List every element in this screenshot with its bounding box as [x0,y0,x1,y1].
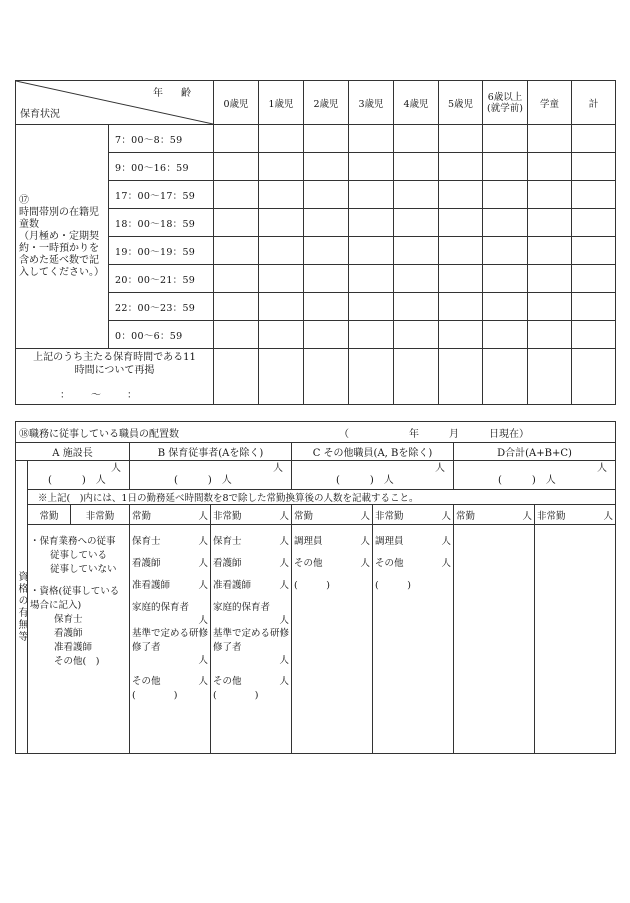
header-row [16,81,616,125]
input-cell[interactable] [214,349,259,405]
input-cell[interactable] [528,237,572,265]
table-row [16,125,616,153]
input-cell[interactable] [259,321,304,349]
input-cell[interactable] [304,153,349,181]
count-c[interactable]: 人 ( ) 人 [292,461,454,490]
input-cell[interactable] [439,321,483,349]
input-cell[interactable] [394,293,439,321]
input-cell[interactable] [259,209,304,237]
enrollment-by-time-table [15,80,616,405]
input-cell[interactable] [394,181,439,209]
age-col-4: 4歳児 [394,81,439,125]
age-col-total: 計 [572,81,616,125]
input-cell[interactable] [572,293,616,321]
count-row [16,461,616,490]
input-cell[interactable] [394,209,439,237]
input-cell[interactable] [572,265,616,293]
note-row [16,490,616,505]
a-parttime-label: 非常勤 [71,505,130,525]
input-cell[interactable] [259,181,304,209]
category-a: A 施設長 [16,443,130,461]
input-cell[interactable] [483,265,528,293]
input-cell[interactable] [394,349,439,405]
input-cell[interactable] [304,237,349,265]
input-cell[interactable] [349,237,394,265]
b-fulltime-cell[interactable]: 保育士 人 看護師 人 准看護師 人 家庭的保育者 人 基準で定める研修修了者 人 その他 人 ( ) [130,525,211,754]
a-fulltime-label: 常勤 [28,505,71,525]
b-parttime-label: 非常勤 人 [211,505,292,525]
category-row [16,443,616,461]
age-col-school: 学童 [528,81,572,125]
input-cell[interactable] [349,321,394,349]
input-cell[interactable] [304,293,349,321]
input-cell[interactable] [572,237,616,265]
input-cell[interactable] [304,349,349,405]
input-cell[interactable] [528,265,572,293]
input-cell[interactable] [304,321,349,349]
input-cell[interactable] [214,209,259,237]
input-cell[interactable] [439,265,483,293]
time-slot: 17：00～17：59 [109,181,214,209]
summary-label: 上記のうち主たる保育時間である11 時間について再掲 ： 〜 ： [16,349,214,405]
input-cell[interactable] [572,181,616,209]
b-parttime-cell[interactable]: 保育士 人 看護師 人 准看護師 人 家庭的保育者 人 基準で定める研修修了者 人 その他 人 ( ) [211,525,292,754]
input-cell[interactable] [259,265,304,293]
header-age-label: 年 齢 [153,88,195,99]
staff-placement-table [15,421,616,754]
d-fulltime-label: 常勤 人 [454,505,535,525]
time-slot: 9：00～16：59 [109,153,214,181]
input-cell[interactable] [439,237,483,265]
time-slot: 7：00～8：59 [109,125,214,153]
input-cell[interactable] [528,349,572,405]
input-cell[interactable] [394,265,439,293]
input-cell[interactable] [483,181,528,209]
input-cell[interactable] [572,209,616,237]
time-slot: 22：00～23：59 [109,293,214,321]
input-cell[interactable] [394,153,439,181]
input-cell[interactable] [572,349,616,405]
input-cell[interactable] [483,237,528,265]
a-item: ・資格(従事している場合に記入) [30,586,120,611]
input-cell[interactable] [439,293,483,321]
input-cell[interactable] [528,153,572,181]
c-fulltime-label: 常勤 人 [292,505,373,525]
category-d: D合計(A+B+C) [454,443,616,461]
c-fulltime-cell[interactable]: 調理員 人 その他 人 ( ) [292,525,373,754]
b-fulltime-label: 常勤 人 [130,505,211,525]
a-item[interactable]: 看護師 [54,628,83,639]
input-cell[interactable] [349,265,394,293]
input-cell[interactable] [439,209,483,237]
a-item[interactable]: 従事している [50,550,108,561]
input-cell[interactable] [304,181,349,209]
as-of-date: （ 年 月 日現在） [339,428,529,440]
summary-row [16,349,616,405]
input-cell[interactable] [483,153,528,181]
input-cell[interactable] [304,125,349,153]
input-cell[interactable] [349,181,394,209]
input-cell[interactable] [394,321,439,349]
input-cell[interactable] [572,321,616,349]
age-col-5: 5歳児 [439,81,483,125]
input-cell[interactable] [259,125,304,153]
input-cell[interactable] [304,209,349,237]
d-fulltime-cell[interactable] [454,525,535,754]
input-cell[interactable] [528,181,572,209]
time-slot: 0：00～6：59 [109,321,214,349]
a-qualification-cell [28,525,130,754]
input-cell[interactable] [439,181,483,209]
input-cell[interactable] [349,209,394,237]
a-item[interactable]: 従事していない [50,564,117,575]
age-col-1: 1歳児 [259,81,304,125]
title-row [16,422,616,443]
header-status-label: 保育状況 [20,109,60,120]
input-cell[interactable] [439,125,483,153]
a-item[interactable]: その他( ) [54,656,100,667]
age-col-6plus: 6歳以上 (就学前) [483,81,528,125]
count-b[interactable]: 人 ( ) 人 [130,461,292,490]
employment-type-row [16,505,616,525]
input-cell[interactable] [259,153,304,181]
section-18-title: ⑱職務に従事している職員の配置数 （ 年 月 日現在） [16,422,616,443]
input-cell[interactable] [349,293,394,321]
input-cell[interactable] [483,125,528,153]
category-c: C その他職員(A, Bを除く) [292,443,454,461]
input-cell[interactable] [214,181,259,209]
input-cell[interactable] [439,153,483,181]
input-cell[interactable] [483,209,528,237]
a-item: ・保育業務への従事 [30,536,116,547]
input-cell[interactable] [214,125,259,153]
a-item[interactable]: 准看護師 [54,642,93,653]
age-col-3: 3歳児 [349,81,394,125]
qualification-body-row [16,525,616,754]
input-cell[interactable] [214,237,259,265]
input-cell[interactable] [394,237,439,265]
input-cell[interactable] [349,125,394,153]
c-parttime-label: 非常勤 人 [373,505,454,525]
time-slot: 19：00～19：59 [109,237,214,265]
input-cell[interactable] [214,153,259,181]
input-cell[interactable] [483,293,528,321]
input-cell[interactable] [483,349,528,405]
input-cell[interactable] [214,321,259,349]
count-d[interactable]: 人 ( ) 人 [454,461,616,490]
input-cell[interactable] [572,125,616,153]
time-slot: 18：00～18：59 [109,209,214,237]
input-cell[interactable] [528,321,572,349]
d-parttime-label: 非常勤 人 [535,505,616,525]
header-diagonal-cell [16,81,214,125]
input-cell[interactable] [259,349,304,405]
input-cell[interactable] [214,265,259,293]
input-cell[interactable] [259,237,304,265]
input-cell[interactable] [304,265,349,293]
input-cell[interactable] [394,125,439,153]
c-parttime-cell[interactable]: 調理員 人 その他 人 ( ) [373,525,454,754]
input-cell[interactable] [349,153,394,181]
input-cell[interactable] [528,125,572,153]
input-cell[interactable] [483,321,528,349]
qualification-side-label: 資格の有無等 [16,461,28,754]
count-a[interactable]: 人 ( ) 人 [28,461,130,490]
input-cell[interactable] [572,153,616,181]
d-parttime-cell[interactable] [535,525,616,754]
age-col-0: 0歳児 [214,81,259,125]
a-item[interactable]: 保育士 [54,614,83,625]
input-cell[interactable] [259,293,304,321]
category-b: B 保育従事者(Aを除く) [130,443,292,461]
input-cell[interactable] [528,293,572,321]
fte-note: ※上記( )内には、1日の勤務延べ時間数を8で除した常勤換算後の人数を記載すること。 [28,490,616,505]
input-cell[interactable] [439,349,483,405]
input-cell[interactable] [214,293,259,321]
time-slot: 20：00～21：59 [109,265,214,293]
input-cell[interactable] [349,349,394,405]
age-col-2: 2歳児 [304,81,349,125]
section-17-label: ⑰ 時間帯別の在籍児童数 （月極め・定期契約・一時預かりを含めた延べ数で記入してください。） [16,125,109,349]
input-cell[interactable] [528,209,572,237]
